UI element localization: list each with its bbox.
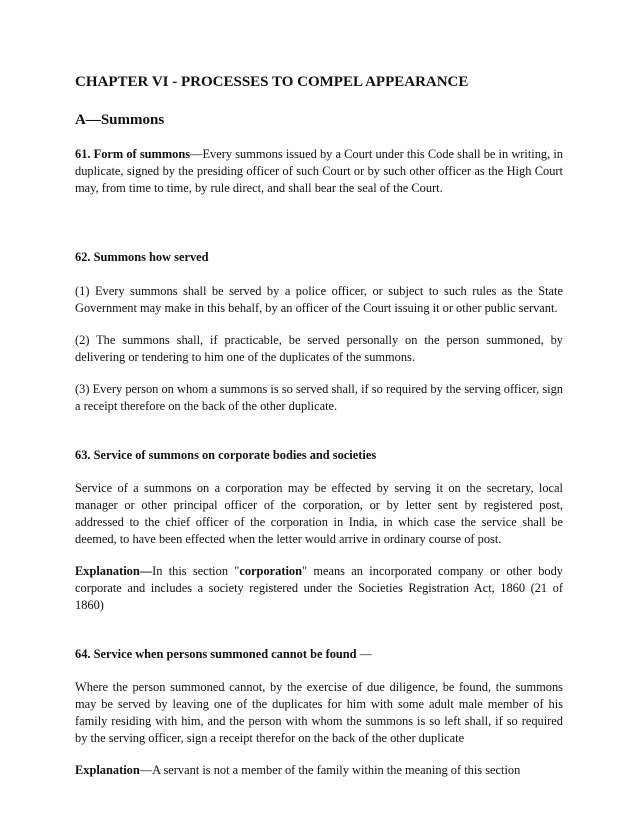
section-61-heading: 61. Form of summons (75, 147, 191, 161)
section-64-heading: 64. Service when persons summoned cannot be found (75, 647, 357, 661)
section-64-heading-line (75, 646, 563, 663)
section-64-explanation-label: Explanation (75, 763, 140, 777)
part-title: A—Summons (75, 112, 165, 128)
section-63-explanation-label: Explanation— (75, 564, 153, 578)
section-62-paragraph-1: (1) Every summons shall be served by a police officer, or subject to such rules as the State Government may make in this behalf, by an officer of the Court issuing it or other public servant. (75, 284, 563, 315)
chapter-title: CHAPTER VI - PROCESSES TO COMPEL APPEARANCE (75, 74, 469, 90)
section-61-text: —Every summons issued by a Court under this Code shall be in writing, in duplicate, signed by the presiding officer of such Court or by such other officer as the High Court may, from time to time, by rule direct, and shall bear the seal of the Court. (75, 147, 563, 195)
section-64-heading-suffix: — (356, 647, 373, 661)
section-62-paragraph-3: (3) Every person on whom a summons is so served shall, if so required by the serving officer, sign a receipt therefore on the back of the other duplicate. (75, 382, 563, 413)
section-63-explanation-term: corporation (239, 564, 302, 578)
section-63-heading: 63. Service of summons on corporate bodies and societies (75, 448, 377, 462)
document-page (75, 73, 563, 779)
section-62-paragraph-2: (2) The summons shall, if practicable, be served personally on the person summoned, by delivering or tendering to him one of the duplicates of the summons. (75, 333, 563, 364)
section-64-explanation-text: —A servant is not a member of the family within the meaning of this section (139, 763, 521, 777)
section-62-heading: 62. Summons how served (75, 250, 209, 264)
section-61 (75, 146, 563, 197)
section-64-explanation (75, 762, 563, 779)
section-63-explanation-pre: In this section " (152, 564, 240, 578)
section-63-explanation (75, 563, 563, 614)
section-63-explanation-post: " means an incorporated company or other body corporate and includes a society registered under the Societies Registration Act, 1860 (21 of 1860) (75, 564, 563, 612)
section-64-paragraph-1: Where the person summoned cannot, by the exercise of due diligence, be found, the summons may be served by leaving one of the duplicates for him with some adult male member of his family residing with him, and the person with whom the summons is so left shall, if so required by the serving officer, sign a receipt therefor on the back of the other duplicate (75, 680, 563, 745)
section-63-paragraph-1: Service of a summons on a corporation may be effected by serving it on the secretary, local manager or other principal officer of the corporation, or by letter sent by registered post, addressed to the chief officer of the corporation in India, in which case the service shall be deemed, to have been effected when the letter would arrive in ordinary course of post. (75, 481, 563, 546)
